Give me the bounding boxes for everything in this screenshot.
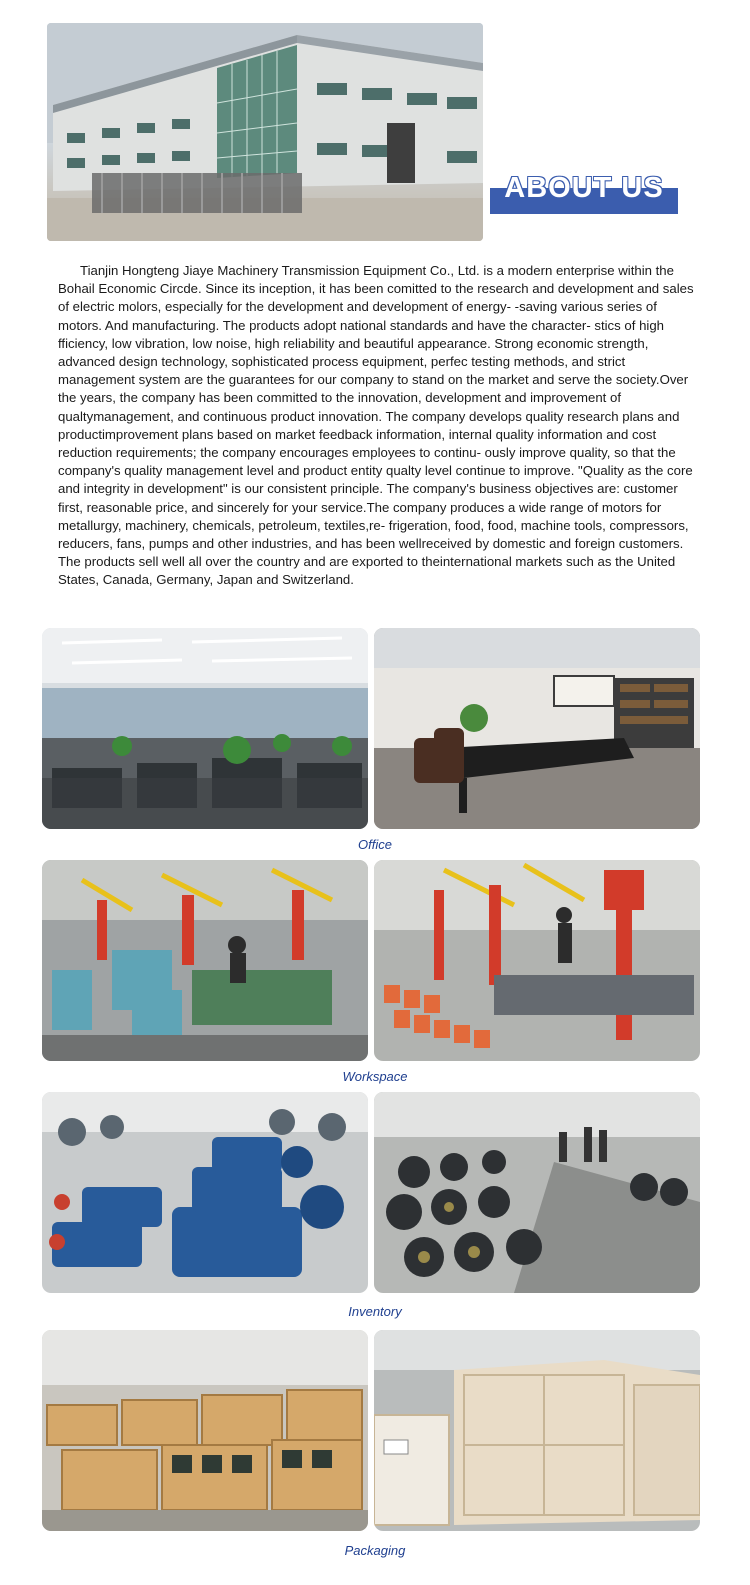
gallery-caption-workspace: Workspace (342, 1069, 408, 1084)
gallery-caption-inventory: Inventory (348, 1304, 402, 1319)
packaging-photo-1 (42, 1330, 368, 1531)
office-photo-row (42, 628, 698, 829)
packaging-photo-2 (374, 1330, 700, 1531)
company-intro-body: Tianjin Hongteng Jiaye Machinery Transmission Equipment Co., Ltd. is a modern enterprise within the Bohail Economic Circde. Since its inception, it has been comitted to the research and development and sales of electric molors, especially for the development and development of energy- -saving various series of motors. And manufacturing. The products adopt national standards and have the character- stics of high fficiency, low vibration, low noise, high reliability and beautiful appearance. Strong economic strength, advanced design technology, sophisticated process equipment, perfec testing methods, and strict management system are the guarantees for our company to stand on the market and serve the society.Over the years, the company has been committed to the innovation, development and improvement of qualtymanagement, and continuous product innovation. The company develops quality research plans and productimprovement plans based on market feedback information, internal quality information and cost reduction requirements; the company encourages employees to continu- ously improve quality, so that the company's quality management level and product entity qualty level continue to improve. "Quality as the core and integrity in development" is our consistent principle. The company's business objectives are: customer first, reasonable price, and sincerely for your service.The company produces a wide range of motors for metallurgy, machinery, chemicals, petroleum, textiles,re- frigeration, food, food, machine tools, compressors, reducers, fans, pumps and other industries, and has been wellreceived by domestic and foreign customers. The products sell well all over the country and are exported to theinternational markets such as the United States, Canada, Germany, Japan and Switzerland. (58, 263, 694, 588)
gallery-caption-packaging: Packaging (344, 1543, 406, 1558)
inventory-photo-2 (374, 1092, 700, 1293)
workspace-photo-2 (374, 860, 700, 1061)
office-photo-1 (42, 628, 368, 829)
gallery-caption-office: Office (358, 837, 392, 852)
about-us-title: ABOUT US (504, 172, 664, 204)
workspace-photo-row (42, 860, 698, 1061)
office-photo-2 (374, 628, 700, 829)
inventory-photo-1 (42, 1092, 368, 1293)
factory-building-photo (47, 23, 483, 241)
packaging-photo-row (42, 1330, 698, 1531)
workspace-photo-1 (42, 860, 368, 1061)
inventory-photo-row (42, 1092, 698, 1293)
company-intro-text (58, 262, 698, 590)
